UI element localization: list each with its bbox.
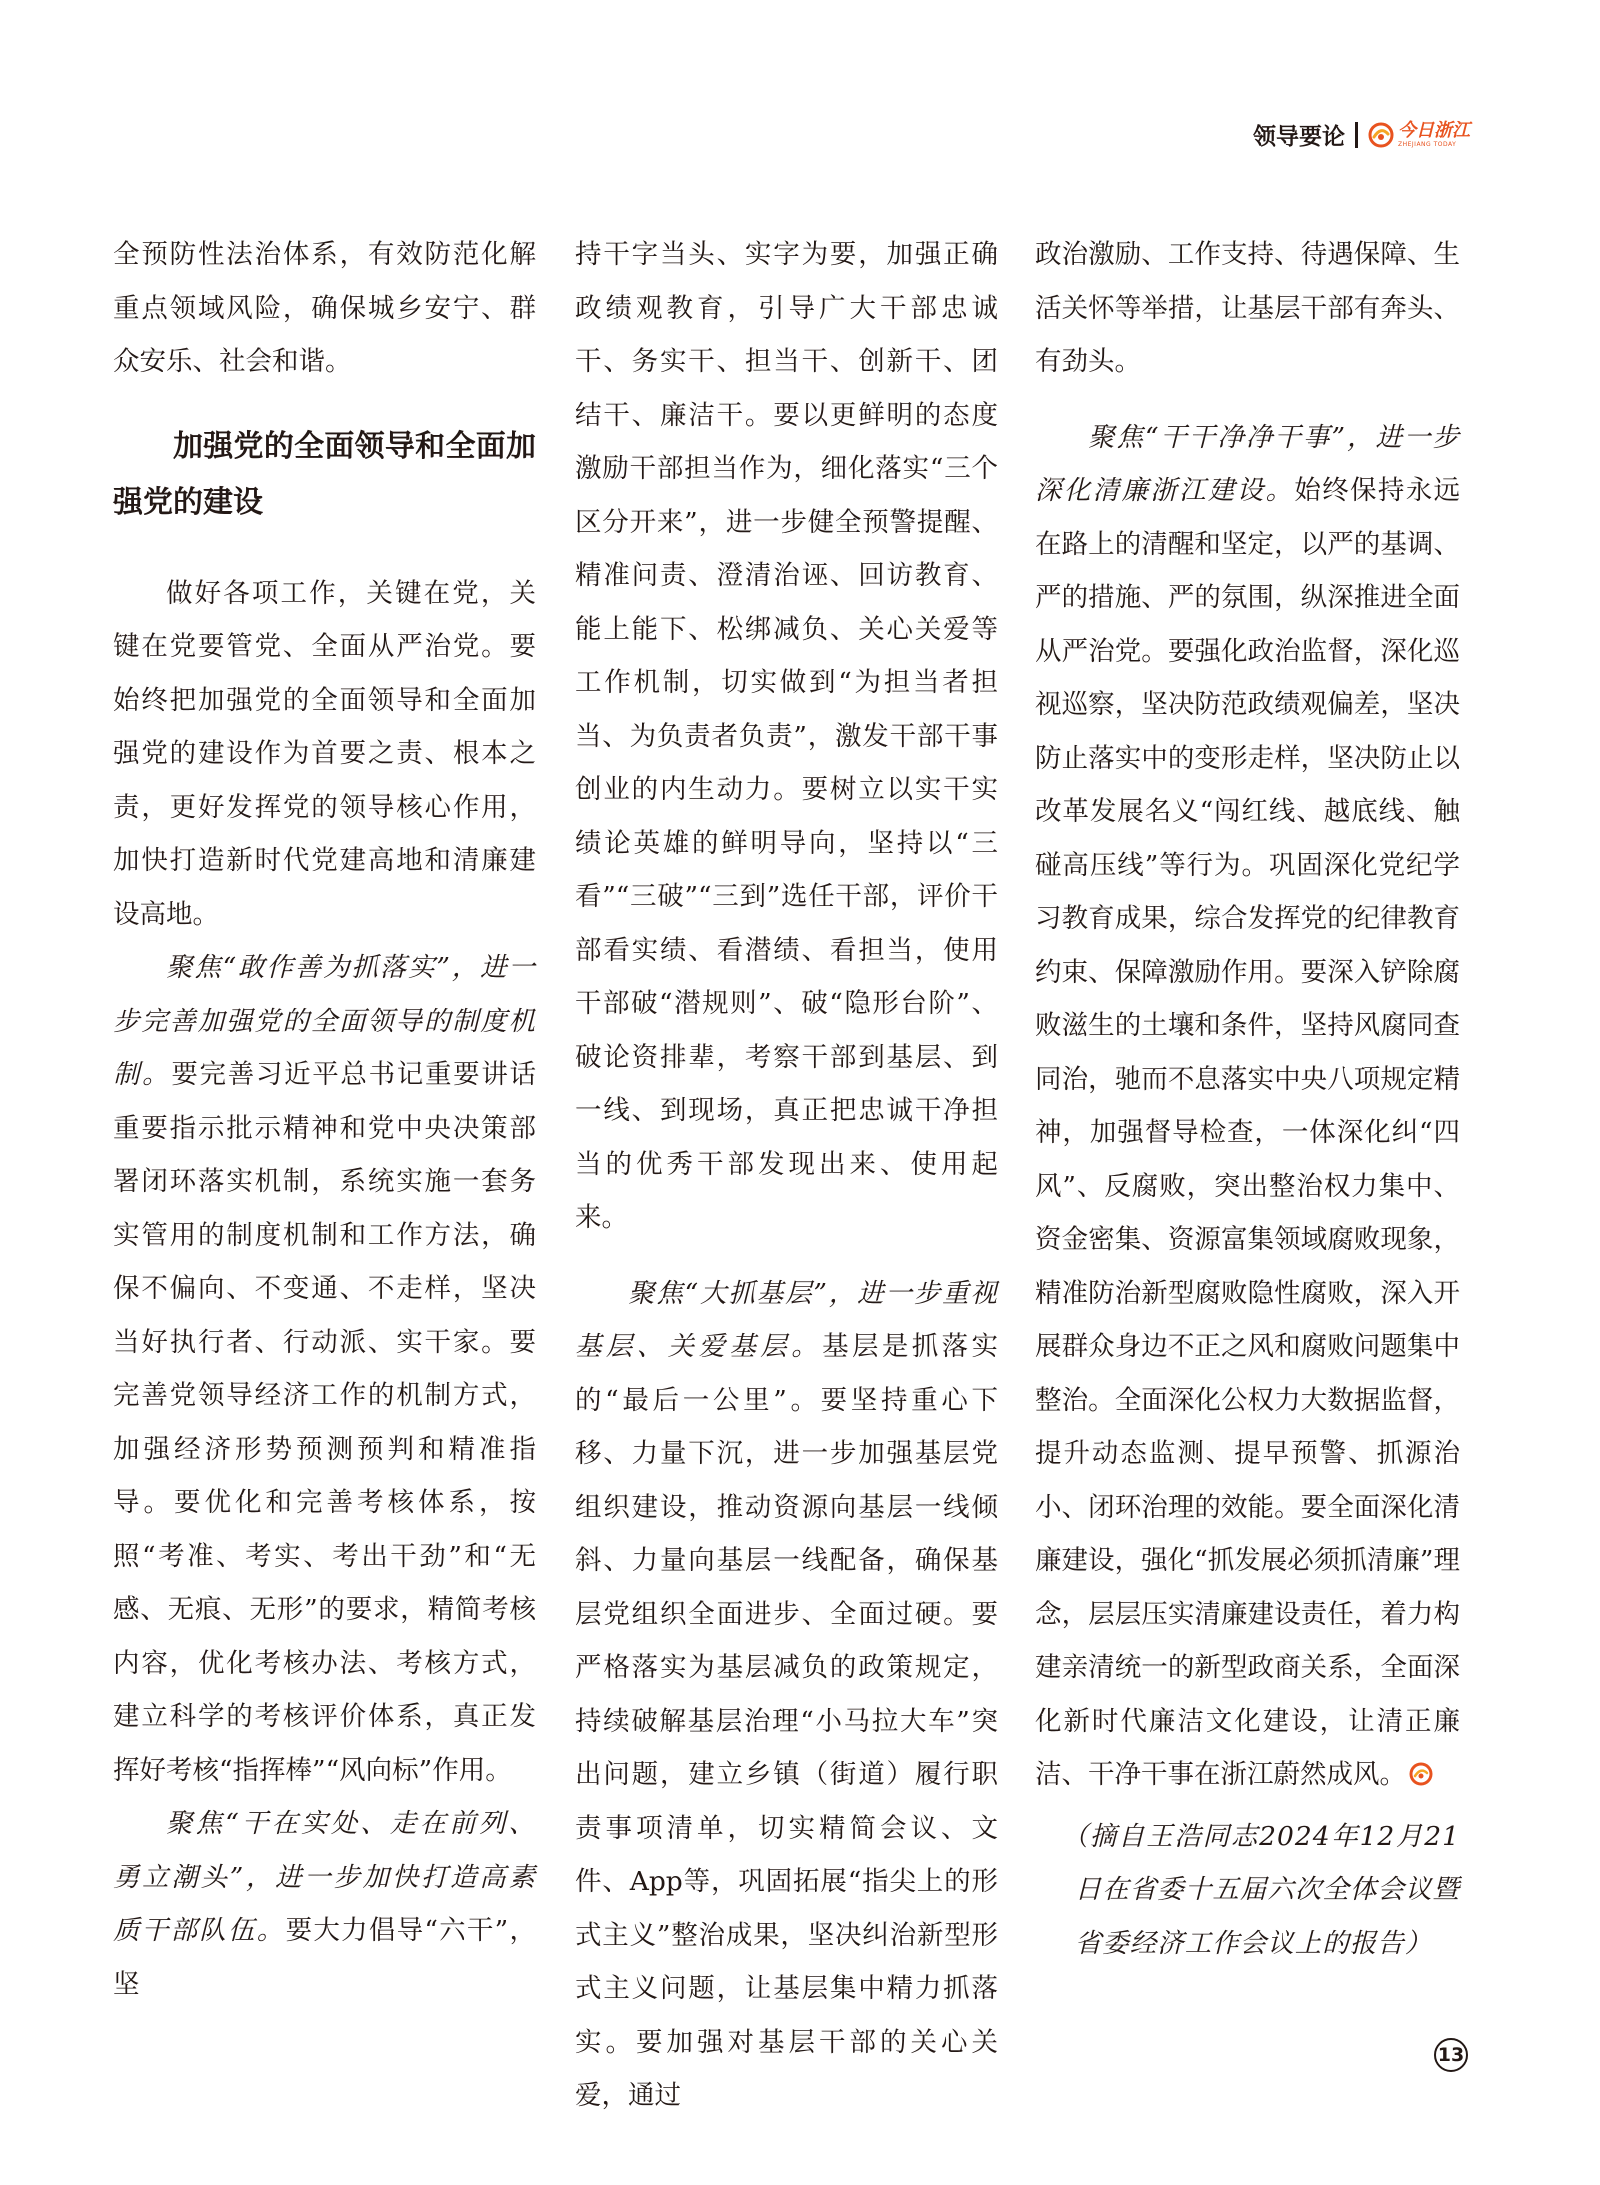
paragraph-body: 基层是抓落实的“最后一公里”。要坚持重心下移、力量下沉，进一步加强基层党组织建设，推动资源向基层一线倾斜、力量向基层一线配备，确保基层党组织全面进步、全面过硬。要严格落实为基层减负的政策规定，持续破解基层治理“小马拉大车”突出问题，建立乡镇（街道）履行职责事项清单，切实精简会议、文件、App等，巩固拓展“指尖上的形式主义”整治成果，坚决纠治新型形式主义问题，让基层集中精力抓落实。要加强对基层干部的关心关爱，通过 xyxy=(575,1331,999,2111)
brand-logo xyxy=(1368,119,1470,148)
article-column-3 xyxy=(1035,228,1460,1970)
paragraph-body: 要大力倡导“六干”，坚 xyxy=(113,1915,536,2000)
sun-logo-icon xyxy=(1368,122,1394,148)
paragraph-body: 始终保持永远在路上的清醒和坚定，以严的基调、严的措施、严的氛围，纵深推进全面从严治党。要强化政治监督，深化巡视巡察，坚决防范政绩观偏差，坚决防止落实中的变形走样，坚决防止以改革发展名义“闯红线、越底线、触碰高压线”等行为。巩固深化党纪学习教育成果，综合发挥党的纪律教育约束、保障激励作用。要深入铲除腐败滋生的土壤和条件，坚持风腐同查同治，驰而不息落实中央八项规定精神，加强督导检查，一体深化纠“四风”、反腐败，突出整治权力集中、资金密集、资源富集领域腐败现象，精准防治新型腐败隐性腐败，深入开展群众身边不正之风和腐败问题集中整治。全面深化公权力大数据监督，提升动态监测、提早预警、抓源治小、闭环治理的效能。要全面深化清廉建设，强化“抓发展必须抓清廉”理念，层层压实清廉建设责任，着力构建亲清统一的新型政商关系，全面深化新时代廉洁文化建设，让清正廉洁、干净干事在浙江蔚然成风。 xyxy=(1035,475,1461,1790)
header-divider xyxy=(1355,122,1358,148)
paragraph: 全预防性法治体系，有效防范化解重点领域风险，确保城乡安宁、群众安乐、社会和谐。 xyxy=(113,239,536,377)
paragraph: 政治激励、工作支持、待遇保障、生活关怀等举措，让基层干部有奔头、有劲头。 xyxy=(1035,239,1460,377)
paragraph-lead: 聚焦“干干净净干事”，进一步深化清廉浙江建设。 xyxy=(1035,421,1460,506)
paragraph-lead: 聚焦“敢作善为抓落实”，进一步完善加强党的全面领导的制度机制。 xyxy=(113,952,536,1090)
paragraph xyxy=(113,941,536,1797)
page-number: 13 xyxy=(1434,2038,1468,2072)
article-column-2 xyxy=(575,228,998,2123)
section-label: 领导要论 xyxy=(1253,124,1345,150)
paragraph-body: 要完善习近平总书记重要讲话重要指示批示精神和党中央决策部署闭环落实机制，系统实施一套务实管用的制度机制和工作方法，确保不偏向、不变通、不走样，坚决当好执行者、行动派、实干家。要完善党领导经济工作的机制方式，加强经济形势预测预判和精准指导。要优化和完善考核体系，按照“考准、考实、考出干劲”和“无感、无痕、无形”的要求，精简考核内容，优化考核办法、考核方式，建立科学的考核评价体系，真正发挥好考核“指挥棒”“风向标”作用。 xyxy=(113,1059,537,1786)
brand-name: 今日浙江 xyxy=(1398,119,1470,141)
section-heading: 加强党的全面领导和全面加强党的建设 xyxy=(113,428,536,520)
paragraph xyxy=(1035,411,1460,1802)
paragraph-lead: 聚焦“干在实处、走在前列、勇立潮头”，进一步加快打造高素质干部队伍。 xyxy=(113,1808,536,1946)
paragraph: 持干字当头、实字为要，加强正确政绩观教育，引导广大干部忠诚干、务实干、担当干、创新干、团结干、廉洁干。要以更鲜明的态度激励干部担当作为，细化落实“三个区分开来”，进一步健全预警提醒、精准问责、澄清治诬、回访教育、能上能下、松绑减负、关心关爱等工作机制，切实做到“为担当者担当、为负责者负责”，激发干部干事创业的内生动力。要树立以实干实绩论英雄的鲜明导向，坚持以“三看”“三破”“三到”选任干部，评价干部看实绩、看潜绩、看担当，使用干部破“潜规则”、破“隐形台阶”、破论资排辈，考察干部到基层、到一线、到现场，真正把忠诚干净担当的优秀干部发现出来、使用起来。 xyxy=(575,239,998,1233)
source-note: （摘自王浩同志2024年12月21日在省委十五届六次全体会议暨省委经济工作会议上的报告） xyxy=(1061,1820,1460,1959)
paragraph xyxy=(575,1267,998,2123)
page-header xyxy=(1253,118,1470,151)
article-column-1 xyxy=(113,228,536,2011)
end-mark-icon xyxy=(1408,1761,1434,1787)
paragraph: 做好各项工作，关键在党，关键在党要管党、全面从严治党。要始终把加强党的全面领导和全面加强党的建设作为首要之责、根本之责，更好发挥党的领导核心作用，加快打造新时代党建高地和清廉建设高地。 xyxy=(113,577,536,930)
brand-english: ZHEJIANG TODAY xyxy=(1398,140,1457,148)
paragraph xyxy=(113,1797,536,2011)
paragraph-lead: 聚焦“大抓基层”，进一步重视基层、关爱基层。 xyxy=(575,1277,998,1362)
